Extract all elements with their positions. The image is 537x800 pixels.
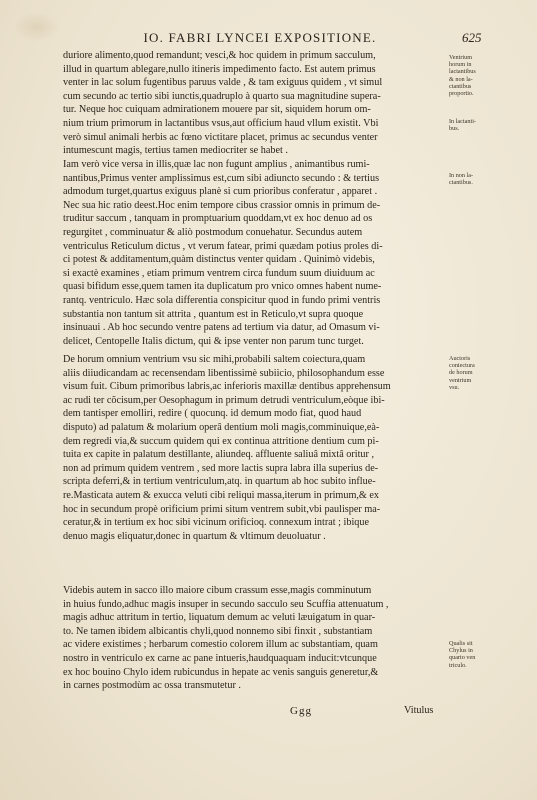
text-line: insinuaui . Ab hoc secundo ventre patens ad tertium via datur, ad Omasum vi- <box>63 322 380 334</box>
text-line: duriore alimento,quod remandunt; vesci,& hoc quidem in primum sacculum, <box>63 50 376 61</box>
text-line: si exactè examines , etiam primum ventrem circa fundum suum diuiduum ac <box>63 267 375 279</box>
running-title: IO. FABRI LYNCEI EXPOSITIONE. <box>143 30 377 45</box>
margin-note: Ventrium horum in lactantibus & non la- ctantibus proportio. <box>449 54 476 98</box>
text-line: delicet, Centopelle Italis dictum, qui & ipse venter non parum tunc turget. <box>63 335 364 347</box>
text-line: cum secundo ac tertio sibi iunctis,quadruplo à quarto sua magnitudine supera- <box>63 90 381 102</box>
margin-note: Qualis sit Chylus in quarto ven triculo. <box>449 640 476 669</box>
text-line: nium trium primorum in lactantibus vsus,aut officium haud vllum existit. Vbi <box>63 117 379 129</box>
text-line: scripta deferri,& in tertium ventriculum,atq. in quartum ab hoc subito influe- <box>63 476 376 488</box>
paragraph-1 <box>63 49 444 158</box>
text-line: quasi bifidum esse,quem tamen ita duplicatum pro vnico omnes habent nume- <box>63 281 382 293</box>
text-line: visum fuit. Cibum primoribus labris,ac inferioris maxillæ dentibus apprehensum <box>63 381 391 393</box>
text-line: substantia non tantum sit attrita , quantum est in Reticulo,vt supra quoque <box>63 308 364 320</box>
text-line: ventriculus Reticulum dictus , vt verum fatear, primi quædam potius proles di- <box>63 240 383 252</box>
text-line: aliis diiudicandam ac recensendam libentissimè subiicio, philosophandum esse <box>63 367 385 379</box>
margin-note: In non la- ctantibus. <box>449 172 474 187</box>
text-line: dem regredi via,& succum quidem qui ex continua attritione dentium cum pi- <box>63 435 379 447</box>
text-line: illud in quartum ablegare,nullo itineris impedimento facto. Est autem primus <box>63 63 376 75</box>
text-line: ex hoc bouino Chylo idem rubicundus in hepate ac venis sanguis generetur,& <box>63 666 379 678</box>
text-line: admodum turget,quartus exiguus planè si cum prioribus conferatur , apparet . <box>63 186 378 198</box>
text-line: regurgitet , comminuatur & aliò postmodum conuehatur. Secundus autem <box>63 226 363 238</box>
text-line: ac rudi ter cõcisum,per Oesophagum in primum detrudi ventriculum,eòque ibi- <box>63 394 385 406</box>
text-line: De horum omnium ventrium vsu sic mihi,probabili saltem coiectura,quam <box>63 354 366 365</box>
signature-mark: Ggg <box>290 705 312 717</box>
text-line: hoc in secundum propè orificium primi situm ventrem subit,vbi paulisper ma- <box>63 503 381 515</box>
text-line: dem tantisper emolliri, redire ( quocunq. id demum modo fiat, quod haud <box>63 408 362 420</box>
text-line: Videbis autem in sacco illo maiore cibum crassum esse,magis comminutum <box>63 585 372 596</box>
text-line: nantibus,Primus venter amplissimus est,cum sibi adiuncto secundo : & tertius <box>63 172 380 184</box>
text-line: verò simul animali herbis ac fœno victitare placet, primus ac secundus venter <box>63 131 378 143</box>
text-line: ci potest & additamentum,quàm distinctus venter quidam . Quinimò videbis, <box>63 254 375 266</box>
page-number: 625 <box>462 30 482 45</box>
text-line: disputo) ad palatum & molarium operâ dentium moli magis,comminuique,eà- <box>63 421 380 433</box>
catchword: Vitulus <box>404 705 434 716</box>
paragraph-2 <box>63 158 444 348</box>
margin-note: In lactanti- bus. <box>449 118 476 133</box>
text-line: magis adhuc attritum in tertio, liquatum demum ac veluti læuigatum in quar- <box>63 612 376 624</box>
paper-stain <box>14 12 60 42</box>
text-line: ceratur,& in tertium ex hoc sibi vicinum orificioq. connexum intrat ; ibique <box>63 517 369 529</box>
text-line: nostro in ventriculo ex carne ac pane intueris,haudquaquam inducit:vtcunque <box>63 652 377 664</box>
text-line: denuo magis eliquatur,donec in quartum & vltimum deuoluatur . <box>63 530 326 542</box>
text-line: in huius fundo,adhuc magis insuper in secundo sacculo seu Scuffia attenuatum , <box>63 598 389 610</box>
text-line: ac videre existimes ; herbarum comestio colorem illum ac substantiam, quam <box>63 639 378 651</box>
text-line: in carnes postmodùm ac ossa transmutetur . <box>63 680 241 692</box>
paragraph-4 <box>63 584 444 693</box>
text-line: Nec sua hic ratio deest.Hoc enim tempore cibus crassior omnis in primum de- <box>63 199 381 211</box>
text-line: venter in lac solum fugentibus paruus valde , & tam exiguus quidem , vt simul <box>63 77 383 89</box>
text-line: non ad primum quidem ventrem , sed more lactis supra labra illa superius de- <box>63 462 379 474</box>
text-line: re.Masticata autem & exucca veluti cibi reliqui massa,iterum in primum,& ex <box>63 489 379 501</box>
text-line: to. Ne tamen ibidem albicantis chyli,quod nonnemo sibi finxit , substantiam <box>63 625 373 637</box>
text-line: intumescunt magis, tertius tamen mediocriter se habet . <box>63 145 288 157</box>
paragraph-3 <box>63 353 444 543</box>
margin-note: Auctoris coniectura de horum ventrium vsu. <box>449 355 475 391</box>
text-line: rantq. ventriculo. Hæc sola differentia conspicitur quod in fundo primi ventris <box>63 294 381 306</box>
text-line: tuita ex capite in palatum destillante, aliundeq. affluente saliuâ mixtâ oritur , <box>63 449 374 461</box>
text-line: tur. Neque hoc cuiquam admirationem mouere par sit, siquidem horum om- <box>63 104 371 116</box>
text-line: Iam verò vice versa in illis,quæ lac non fugunt amplius , animantibus rumi- <box>63 159 370 170</box>
text-line: truditur saccum , tanquam in promptuarium quoddam,vt ex hoc denuo ad os <box>63 213 373 225</box>
